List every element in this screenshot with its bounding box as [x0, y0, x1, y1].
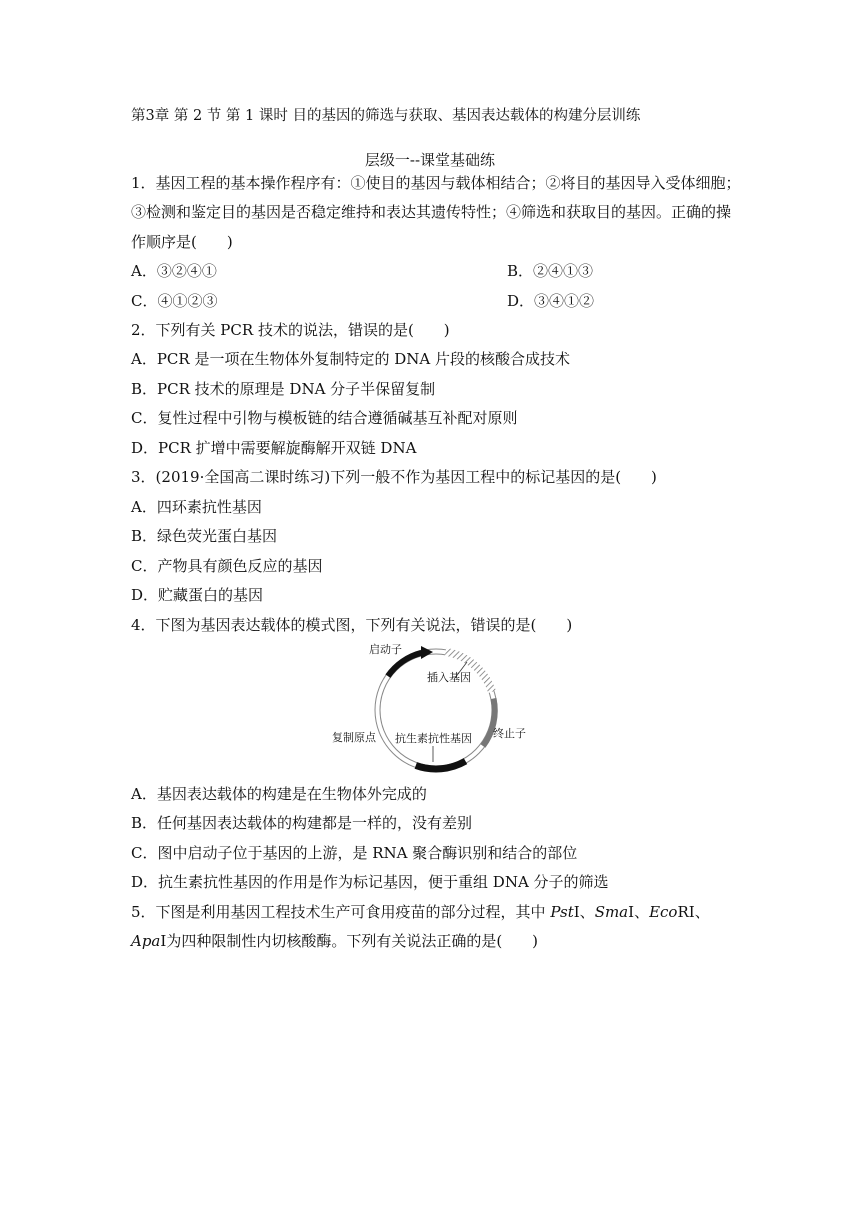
label-resistance-gene: 抗生素抗性基因 [395, 732, 472, 745]
q2-option-d: D．PCR 扩增中需要解旋酶解开双链 DNA [131, 439, 417, 457]
enzyme-eco: Eco [649, 903, 678, 921]
q2-stem: 2．下列有关 PCR 技术的说法，错误的是( ) [131, 321, 450, 339]
section-heading: 层级一--课堂基础练 [364, 151, 496, 169]
q1-stem-line1: 1．基因工程的基本操作程序有：①使目的基因与载体相结合；②将目的基因导入受体细胞； [131, 174, 741, 192]
q5-stem-rest: Ⅰ为四种限制性内切核酸酶。下列有关说法正确的是( ) [160, 932, 539, 950]
label-origin: 复制原点 [332, 731, 376, 744]
q3-option-a: A．四环素抗性基因 [131, 498, 262, 516]
q1-option-b: B．②④①③ [507, 262, 594, 280]
document-title: 第3章 第 2 节 第 1 课时 目的基因的筛选与获取、基因表达载体的构建分层训练 [131, 108, 641, 124]
q4-stem: 4．下图为基因表达载体的模式图，下列有关说法，错误的是( ) [131, 616, 573, 634]
label-promoter: 启动子 [369, 643, 402, 656]
label-insert-gene: 插入基因 [427, 671, 471, 684]
plasmid-svg [325, 638, 535, 778]
q4-option-d: D．抗生素抗性基因的作用是作为标记基因，便于重组 DNA 分子的筛选 [131, 873, 609, 891]
q2-option-c: C．复性过程中引物与模板链的结合遵循碱基互补配对原则 [131, 409, 518, 427]
enzyme-sma: Sma [594, 903, 629, 921]
promoter-segment [388, 653, 422, 676]
q3-option-c: C．产物具有颜色反应的基因 [131, 557, 323, 575]
q1-options-row2 [131, 291, 595, 311]
q3-stem: 3．(2019·全国高二课时练习)下列一般不作为基因工程中的标记基因的是( ) [131, 468, 657, 486]
q4-option-c: C．图中启动子位于基因的上游，是 RNA 聚合酶识别和结合的部位 [131, 844, 578, 862]
q5-stem-line1 [131, 902, 710, 922]
q3-option-d: D．贮藏蛋白的基因 [131, 586, 264, 604]
q1-option-a: A．③②④① [131, 262, 217, 280]
promoter-arrow [421, 646, 433, 659]
q4-option-a: A．基因表达载体的构建是在生物体外完成的 [131, 785, 427, 803]
q5-stem-line2 [131, 931, 538, 951]
q1-stem-line3: 作顺序是( ) [131, 233, 233, 251]
q1-options-row1 [131, 261, 594, 281]
q1-option-c: C．④①②③ [131, 292, 218, 310]
q1-stem-line2: ③检测和鉴定目的基因是否稳定维持和表达其遗传特性；④筛选和获取目的基因。正确的操 [131, 203, 732, 221]
q2-option-b: B．PCR 技术的原理是 DNA 分子半保留复制 [131, 380, 436, 398]
q5-stem-pre: 5．下图是利用基因工程技术生产可食用疫苗的部分过程，其中 [131, 903, 551, 921]
label-terminator: 终止子 [493, 727, 526, 740]
enzyme-pst: Pst [550, 903, 574, 921]
expression-vector-diagram [325, 638, 535, 778]
q4-option-b: B．任何基因表达载体的构建都是一样的，没有差别 [131, 814, 473, 832]
enzyme-sma-suffix: Ⅰ、 [628, 903, 650, 921]
q1-option-d: D．③④①② [507, 292, 595, 310]
enzyme-pst-suffix: Ⅰ、 [573, 903, 595, 921]
q3-option-b: B．绿色荧光蛋白基因 [131, 527, 278, 545]
enzyme-eco-suffix: RⅠ、 [677, 903, 710, 921]
resistance-gene-segment [416, 761, 466, 769]
q2-option-a: A．PCR 是一项在生物体外复制特定的 DNA 片段的核酸合成技术 [131, 350, 570, 368]
enzyme-apa: Apa [131, 932, 161, 950]
